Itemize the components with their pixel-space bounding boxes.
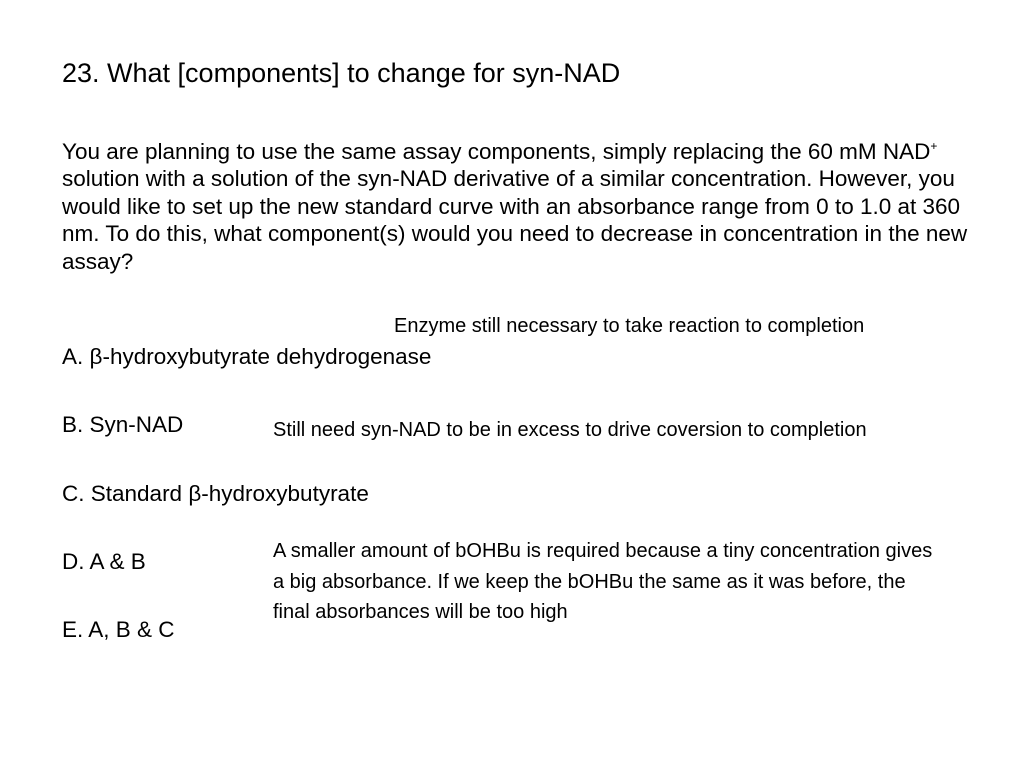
question-paragraph — [62, 138, 992, 275]
note-syn-nad: Still need syn-NAD to be in excess to drive coversion to completion — [273, 419, 867, 441]
answer-option-e: E. A, B & C — [62, 617, 175, 642]
answer-option-c: C. Standard β-hydroxybutyrate — [62, 481, 369, 506]
note-enzyme: Enzyme still necessary to take reaction to completion — [394, 315, 865, 337]
answer-option-d: D. A & B — [62, 549, 146, 574]
question-part-1: You are planning to use the same assay components, simply replacing the 60 mM NAD — [62, 139, 931, 164]
question-part-2: solution with a solution of the syn-NAD derivative of a similar concentration. However, you would like to set up the new standard curve with an absorbance range from 0 to 1.0 at 360 nm. To do this, what component(s) would you need to decrease in concentration in the new assay? — [62, 166, 968, 274]
answer-option-b: B. Syn-NAD — [62, 412, 184, 437]
question-text — [62, 138, 992, 275]
answer-option-a: A. β-hydroxybutyrate dehydrogenase — [62, 344, 432, 369]
slide-title: 23. What [components] to change for syn-NAD — [62, 58, 621, 88]
note-bohbu: A smaller amount of bOHBu is required because a tiny concentration gives a big absorbance. If we keep the bOHBu the same as it was before, the final absorbances will be too high — [273, 540, 933, 623]
nad-superscript: + — [930, 139, 938, 153]
